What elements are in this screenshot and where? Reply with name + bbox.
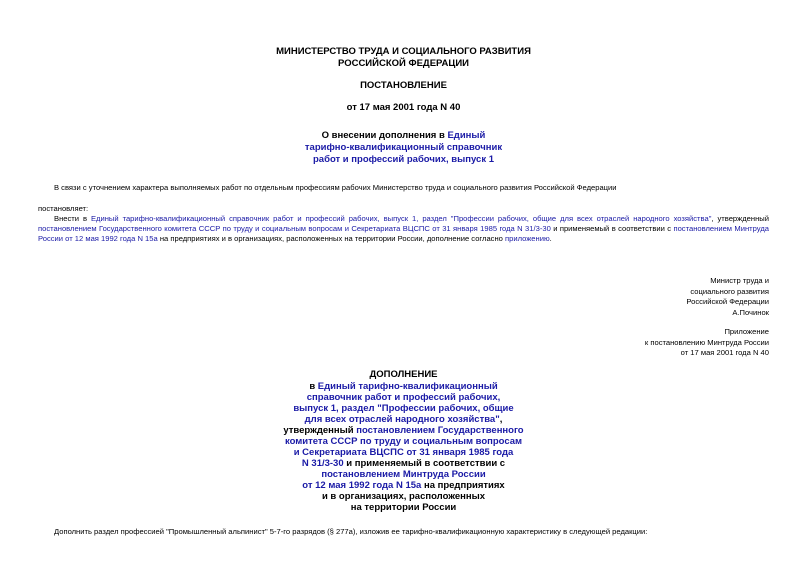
addendum-handbook-link-4[interactable]: для всех отраслей народного хозяйства" (304, 414, 500, 425)
document-title-line1 (0, 130, 807, 141)
title-prefix: О внесении дополнения в (321, 130, 448, 141)
ministry-name-line1: МИНИСТЕРСТВО ТРУДА И СОЦИАЛЬНОГО РАЗВИТИЯ (276, 46, 531, 57)
ministry-name-line2: РОССИЙСКОЙ ФЕДЕРАЦИИ (337, 58, 469, 69)
document-date: от 17 мая 2001 года N 40 (346, 102, 461, 113)
addendum-line9 (0, 469, 807, 480)
signature-block (686, 276, 769, 318)
addendum-line7 (0, 447, 807, 458)
appendix-link[interactable]: приложению (505, 234, 550, 243)
addendum-handbook-link-3[interactable]: выпуск 1, раздел "Профессии рабочих, общие (293, 403, 514, 414)
addendum-heading: ДОПОЛНЕНИЕ (369, 369, 438, 380)
addendum-goskomtrud-link-3[interactable]: и Секретариата ВЦСПС от 31 января 1985 года (293, 447, 514, 458)
addendum-mintrud-link-2[interactable]: от 12 мая 1992 года N 15а (302, 480, 422, 491)
title-link-handbook[interactable]: тарифно-квалификационный справочник (304, 142, 503, 153)
title-link-issue[interactable]: работ и профессий рабочих, выпуск 1 (312, 154, 494, 165)
closing-paragraph: Дополнить раздел профессией "Промышленный альпинист" 5-7-го разрядов (§ 277а), изложив ее тарифно-квалификационную характеристику в следующей редакции: (54, 527, 648, 536)
main-paragraph: Внести в Единый тарифно-квалификационный справочник работ и профессий рабочих, выпуск 1, раздел "Профессии рабочих, общие для всех отраслей народного хозяйства", утвержденный постановлением Государственного комитета СССР по труду и социальным вопросам и Секретариата ВЦСПС от 31 января 1985 года N 31/3-30 и применяемый в соответствии с постановлением Минтруда России от 12 мая 1992 года N 15а на предприятиях и в организациях, расположенных на территории России, дополнение согласно приложению. (38, 214, 769, 243)
addendum-mintrud-link-1[interactable]: постановлением Минтруда России (321, 469, 486, 480)
addendum-line5: утвержденный постановлением Государственного (283, 425, 524, 436)
signature-name: А.Починок (732, 307, 769, 317)
appendix-ref-line1: Приложение (724, 327, 769, 336)
addendum-line12: на территории России (350, 502, 457, 513)
addendum-goskomtrud-link-1[interactable]: постановлением Государственного (356, 425, 524, 436)
addendum-handbook-link-1[interactable]: Единый тарифно-квалификационный (317, 381, 498, 392)
addendum-line8: N 31/3-30 и применяемый в соответствии с (301, 458, 506, 469)
document-type: ПОСТАНОВЛЕНИЕ (360, 80, 447, 91)
addendum-line2 (0, 392, 807, 403)
addendum-goskomtrud-link-4[interactable]: N 31/3-30 (301, 458, 344, 469)
mintrud-resolution-link-b[interactable]: N 15а (137, 234, 158, 243)
addendum-goskomtrud-link-2[interactable]: комитета СССР по труду и социальным вопросам (284, 436, 523, 447)
addendum-handbook-link-2[interactable]: справочник работ и профессий рабочих, (306, 392, 501, 403)
handbook-link[interactable]: Единый тарифно-квалификационный справочник работ и профессий рабочих, выпуск 1, раздел "Профессии рабочих, общие для всех отраслей народного хозяйства" (90, 214, 712, 223)
addendum-line6 (0, 436, 807, 447)
signature-line2: социального развития (690, 286, 769, 296)
goskomtrud-resolution-link-a[interactable]: постановлением (38, 224, 97, 233)
appendix-ref-line2: к постановлению Минтруда России (644, 337, 769, 347)
document-title-line2 (0, 142, 807, 153)
appendix-reference (645, 327, 769, 359)
mintrud-resolution-link-a[interactable]: постановлением Минтруда России от 12 мая 1992 года (38, 224, 769, 243)
title-link-unified[interactable]: Единый (447, 130, 486, 141)
addendum-line1: в Единый тарифно-квалификационный (309, 381, 498, 392)
appendix-ref-line3: от 17 мая 2001 года N 40 (680, 348, 769, 357)
signature-line1: Министр труда и (710, 276, 769, 285)
intro-paragraph: В связи с уточнением характера выполняемых работ по отдельным профессиям рабочих Министерство труда и социального развития Российской Федерации (54, 183, 617, 192)
addendum-line11: и в организациях, расположенных (321, 491, 486, 502)
addendum-line3 (0, 403, 807, 414)
addendum-line4: для всех отраслей народного хозяйства", (304, 414, 503, 425)
goskomtrud-resolution-link-b[interactable]: Государственного комитета СССР по труду и социальным вопросам и Секретариата ВЦСПС от 31 января 1985 года N 31/3-30 (98, 224, 551, 233)
addendum-line10: от 12 мая 1992 года N 15а на предприятиях (302, 480, 505, 491)
signature-line3: Российской Федерации (686, 297, 769, 306)
document-title-line3 (0, 154, 807, 165)
decides-text: постановляет: (38, 204, 89, 213)
